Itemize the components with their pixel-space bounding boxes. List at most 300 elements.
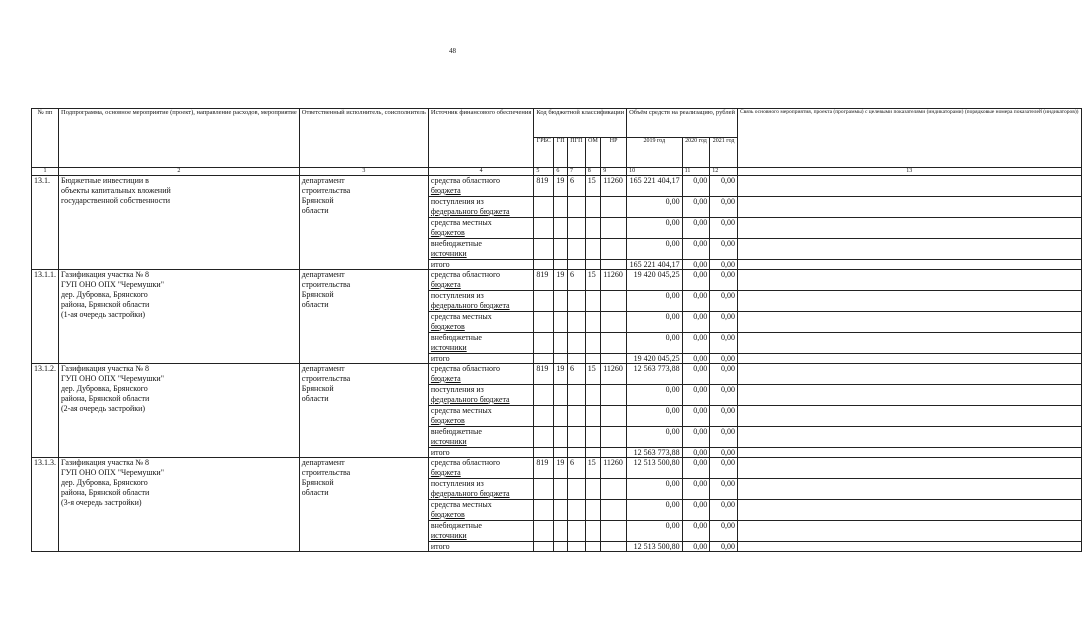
empty-code-cell <box>534 542 554 552</box>
header-year-2021: 2021 год <box>710 138 738 168</box>
empty-code-cell <box>554 542 568 552</box>
link-cell <box>738 333 1081 354</box>
header-num: № пп <box>32 109 59 168</box>
amount-cell: 0,00 <box>682 385 710 406</box>
empty-code-cell <box>601 500 627 521</box>
item-executor-line: области <box>301 206 329 215</box>
amount-cell: 0,00 <box>710 427 738 448</box>
column-number: 11 <box>682 168 710 176</box>
code-cell: 15 <box>585 270 600 291</box>
funding-source-line: внебюджетные <box>430 239 482 248</box>
table-row <box>32 270 1082 291</box>
code-cell: 19 <box>554 270 568 291</box>
empty-code-cell <box>554 385 568 406</box>
empty-code-cell <box>585 479 600 500</box>
empty-code-cell <box>601 354 627 364</box>
funding-source <box>428 239 533 260</box>
funding-source <box>428 385 533 406</box>
empty-code-cell <box>601 385 627 406</box>
empty-code-cell <box>554 448 568 458</box>
amount-cell: 0,00 <box>710 333 738 354</box>
amount-cell: 0,00 <box>710 521 738 542</box>
empty-code-cell <box>567 500 585 521</box>
empty-code-cell <box>567 291 585 312</box>
funding-source <box>428 312 533 333</box>
empty-code-cell <box>601 406 627 427</box>
item-title-line: дер. Дубровка, Брянского <box>61 290 148 299</box>
amount-cell: 0,00 <box>682 479 710 500</box>
funding-source-line: бюджета <box>430 468 461 477</box>
empty-code-cell <box>554 239 568 260</box>
empty-code-cell <box>567 521 585 542</box>
empty-code-cell <box>585 448 600 458</box>
link-cell <box>738 197 1081 218</box>
empty-code-cell <box>534 239 554 260</box>
code-cell: 6 <box>567 458 585 479</box>
amount-cell: 12 513 500,80 <box>627 458 683 479</box>
total-amount: 0,00 <box>682 542 710 552</box>
item-title-line: Газификация участка № 8 <box>61 458 150 467</box>
amount-cell: 0,00 <box>627 427 683 448</box>
link-cell <box>738 448 1081 458</box>
header-code-om: ОМ <box>585 138 600 168</box>
item-executor <box>299 176 428 270</box>
budget-table <box>31 108 1082 552</box>
item-title-line: Газификация участка № 8 <box>61 270 150 279</box>
amount-cell: 0,00 <box>710 197 738 218</box>
funding-source <box>428 291 533 312</box>
empty-code-cell <box>585 542 600 552</box>
column-number: 3 <box>299 168 428 176</box>
item-title-line: государственной собственности <box>61 196 171 205</box>
funding-source-line: источники <box>430 437 467 446</box>
column-number: 4 <box>428 168 533 176</box>
funding-source <box>428 270 533 291</box>
item-executor-line: области <box>301 394 329 403</box>
header-year-2019: 2019 год <box>627 138 683 168</box>
empty-code-cell <box>585 354 600 364</box>
empty-code-cell <box>585 500 600 521</box>
amount-cell: 0,00 <box>627 479 683 500</box>
empty-code-cell <box>601 291 627 312</box>
funding-source-line: внебюджетные <box>430 427 482 436</box>
empty-code-cell <box>534 385 554 406</box>
funding-source <box>428 176 533 197</box>
header-volume-group: Объём средств на реализацию, рублей <box>627 109 738 138</box>
funding-source-line: внебюджетные <box>430 333 482 342</box>
item-title-line: объекты капитальных вложений <box>61 186 171 195</box>
funding-source-line: бюджетов <box>430 416 465 425</box>
item-executor-line: строительства <box>301 468 351 477</box>
amount-cell: 0,00 <box>627 291 683 312</box>
empty-code-cell <box>601 333 627 354</box>
funding-source <box>428 479 533 500</box>
amount-cell: 0,00 <box>710 479 738 500</box>
item-executor <box>299 270 428 364</box>
total-amount: 165 221 404,17 <box>627 260 683 270</box>
funding-source-line: бюджетов <box>430 228 465 237</box>
funding-source-line: средства областного <box>430 364 501 373</box>
amount-cell: 0,00 <box>682 312 710 333</box>
funding-source-line: бюджета <box>430 280 461 289</box>
table-row <box>32 176 1082 197</box>
empty-code-cell <box>585 218 600 239</box>
empty-code-cell <box>585 239 600 260</box>
link-cell <box>738 458 1081 479</box>
code-cell: 15 <box>585 364 600 385</box>
amount-cell: 0,00 <box>682 427 710 448</box>
amount-cell: 0,00 <box>627 521 683 542</box>
item-executor-line: области <box>301 488 329 497</box>
header-code-nr: НР <box>601 138 627 168</box>
total-amount: 0,00 <box>710 354 738 364</box>
empty-code-cell <box>534 260 554 270</box>
empty-code-cell <box>567 312 585 333</box>
empty-code-cell <box>534 333 554 354</box>
item-executor <box>299 458 428 552</box>
link-cell <box>738 521 1081 542</box>
empty-code-cell <box>534 500 554 521</box>
page-number: 48 <box>449 47 456 55</box>
empty-code-cell <box>567 385 585 406</box>
link-cell <box>738 270 1081 291</box>
empty-code-cell <box>567 218 585 239</box>
item-number: 13.1.2. <box>32 364 59 458</box>
column-number: 8 <box>585 168 600 176</box>
amount-cell: 0,00 <box>627 500 683 521</box>
amount-cell: 0,00 <box>682 364 710 385</box>
total-label: итого <box>428 354 533 364</box>
amount-cell: 0,00 <box>710 364 738 385</box>
item-number: 13.1. <box>32 176 59 270</box>
empty-code-cell <box>601 197 627 218</box>
amount-cell: 0,00 <box>682 197 710 218</box>
code-cell: 19 <box>554 458 568 479</box>
funding-source-line: средства областного <box>430 176 501 185</box>
empty-code-cell <box>534 427 554 448</box>
item-executor-line: Брянской <box>301 290 334 299</box>
code-cell: 819 <box>534 176 554 197</box>
empty-code-cell <box>601 542 627 552</box>
empty-code-cell <box>554 427 568 448</box>
empty-code-cell <box>534 197 554 218</box>
item-title-line: ГУП ОНО ОПХ "Черемушки" <box>61 468 164 477</box>
funding-source <box>428 458 533 479</box>
funding-source <box>428 218 533 239</box>
link-cell <box>738 500 1081 521</box>
empty-code-cell <box>554 354 568 364</box>
header-code-gp: ГП <box>554 138 568 168</box>
amount-cell: 0,00 <box>627 385 683 406</box>
funding-source <box>428 364 533 385</box>
amount-cell: 0,00 <box>682 521 710 542</box>
code-cell: 11260 <box>601 270 627 291</box>
empty-code-cell <box>567 239 585 260</box>
amount-cell: 0,00 <box>710 385 738 406</box>
funding-source-line: средства местных <box>430 218 492 227</box>
funding-source-line: поступления из <box>430 479 484 488</box>
item-executor-line: департамент <box>301 270 345 279</box>
item-title-line: (3-я очередь застройки) <box>61 498 142 507</box>
item-title-line: района, Брянской области <box>61 488 150 497</box>
funding-source-line: федерального бюджета <box>430 301 510 310</box>
empty-code-cell <box>567 333 585 354</box>
empty-code-cell <box>534 479 554 500</box>
funding-source <box>428 197 533 218</box>
item-number: 13.1.1. <box>32 270 59 364</box>
item-executor <box>299 364 428 458</box>
header-executor: Ответственный исполнитель, соисполнитель <box>299 109 428 168</box>
funding-source-line: внебюджетные <box>430 521 482 530</box>
total-amount: 12 563 773,88 <box>627 448 683 458</box>
amount-cell: 0,00 <box>682 500 710 521</box>
empty-code-cell <box>585 521 600 542</box>
code-cell: 819 <box>534 270 554 291</box>
empty-code-cell <box>601 239 627 260</box>
empty-code-cell <box>601 427 627 448</box>
code-cell: 19 <box>554 364 568 385</box>
link-cell <box>738 218 1081 239</box>
amount-cell: 0,00 <box>627 239 683 260</box>
item-title-line: дер. Дубровка, Брянского <box>61 384 148 393</box>
link-cell <box>738 239 1081 260</box>
funding-source-line: федерального бюджета <box>430 207 510 216</box>
amount-cell: 12 563 773,88 <box>627 364 683 385</box>
total-amount: 0,00 <box>710 542 738 552</box>
funding-source-line: бюджетов <box>430 322 465 331</box>
amount-cell: 0,00 <box>682 291 710 312</box>
item-title <box>59 364 300 458</box>
link-cell <box>738 406 1081 427</box>
empty-code-cell <box>554 291 568 312</box>
total-label: итого <box>428 448 533 458</box>
link-cell <box>738 291 1081 312</box>
amount-cell: 0,00 <box>682 458 710 479</box>
amount-cell: 0,00 <box>710 312 738 333</box>
amount-cell: 0,00 <box>710 239 738 260</box>
empty-code-cell <box>601 312 627 333</box>
column-number: 6 <box>554 168 568 176</box>
item-executor-line: департамент <box>301 176 345 185</box>
empty-code-cell <box>554 333 568 354</box>
amount-cell: 0,00 <box>627 312 683 333</box>
funding-source-line: бюджета <box>430 186 461 195</box>
link-cell <box>738 385 1081 406</box>
amount-cell: 0,00 <box>682 333 710 354</box>
empty-code-cell <box>567 479 585 500</box>
empty-code-cell <box>585 291 600 312</box>
code-cell: 15 <box>585 458 600 479</box>
empty-code-cell <box>567 427 585 448</box>
column-number: 7 <box>567 168 585 176</box>
empty-code-cell <box>534 312 554 333</box>
amount-cell: 0,00 <box>627 218 683 239</box>
empty-code-cell <box>534 218 554 239</box>
item-executor-line: Брянской <box>301 384 334 393</box>
item-executor-line: строительства <box>301 186 351 195</box>
code-cell: 15 <box>585 176 600 197</box>
empty-code-cell <box>567 448 585 458</box>
item-title-line: ГУП ОНО ОПХ "Черемушки" <box>61 374 164 383</box>
empty-code-cell <box>554 521 568 542</box>
empty-code-cell <box>585 406 600 427</box>
link-cell <box>738 427 1081 448</box>
code-cell: 11260 <box>601 458 627 479</box>
funding-source-line: федерального бюджета <box>430 489 510 498</box>
funding-source-line: поступления из <box>430 197 484 206</box>
funding-source-line: бюджета <box>430 374 461 383</box>
amount-cell: 0,00 <box>710 458 738 479</box>
funding-source <box>428 427 533 448</box>
funding-source-line: источники <box>430 249 467 258</box>
link-cell <box>738 312 1081 333</box>
link-cell <box>738 260 1081 270</box>
amount-cell: 0,00 <box>710 176 738 197</box>
empty-code-cell <box>534 448 554 458</box>
amount-cell: 0,00 <box>682 218 710 239</box>
item-title <box>59 176 300 270</box>
empty-code-cell <box>567 260 585 270</box>
funding-source-line: бюджетов <box>430 510 465 519</box>
column-number: 1 <box>32 168 59 176</box>
item-executor-line: строительства <box>301 374 351 383</box>
code-cell: 11260 <box>601 364 627 385</box>
funding-source-line: источники <box>430 531 467 540</box>
empty-code-cell <box>534 291 554 312</box>
header-source: Источник финансового обеспечения <box>428 109 533 168</box>
empty-code-cell <box>567 354 585 364</box>
table-row <box>32 458 1082 479</box>
empty-code-cell <box>567 406 585 427</box>
item-executor-line: департамент <box>301 458 345 467</box>
header-code-grbs: ГРБС <box>534 138 554 168</box>
empty-code-cell <box>554 500 568 521</box>
code-cell: 11260 <box>601 176 627 197</box>
item-title-line: Газификация участка № 8 <box>61 364 150 373</box>
funding-source-line: федерального бюджета <box>430 395 510 404</box>
amount-cell: 0,00 <box>682 270 710 291</box>
total-amount: 0,00 <box>682 354 710 364</box>
total-amount: 12 513 500,80 <box>627 542 683 552</box>
item-title-line: Бюджетные инвестиции в <box>61 176 149 185</box>
item-number: 13.1.3. <box>32 458 59 552</box>
funding-source-line: средства областного <box>430 270 501 279</box>
item-title-line: дер. Дубровка, Брянского <box>61 478 148 487</box>
empty-code-cell <box>554 197 568 218</box>
item-executor-line: строительства <box>301 280 351 289</box>
amount-cell: 0,00 <box>710 500 738 521</box>
total-amount: 0,00 <box>710 448 738 458</box>
column-number-row <box>32 168 1082 176</box>
column-number: 12 <box>710 168 738 176</box>
empty-code-cell <box>534 521 554 542</box>
header-year-2020: 2020 год <box>682 138 710 168</box>
funding-source <box>428 521 533 542</box>
table-row <box>32 364 1082 385</box>
link-cell <box>738 364 1081 385</box>
item-title-line: ГУП ОНО ОПХ "Черемушки" <box>61 280 164 289</box>
amount-cell: 0,00 <box>627 406 683 427</box>
item-title <box>59 270 300 364</box>
header-code-pgp: ПГП <box>567 138 585 168</box>
item-title-line: (2-ая очередь застройки) <box>61 404 146 413</box>
empty-code-cell <box>554 479 568 500</box>
empty-code-cell <box>585 333 600 354</box>
total-amount: 19 420 045,25 <box>627 354 683 364</box>
empty-code-cell <box>554 260 568 270</box>
code-cell: 819 <box>534 458 554 479</box>
empty-code-cell <box>601 448 627 458</box>
empty-code-cell <box>534 406 554 427</box>
empty-code-cell <box>567 197 585 218</box>
empty-code-cell <box>554 312 568 333</box>
empty-code-cell <box>534 354 554 364</box>
code-cell: 19 <box>554 176 568 197</box>
funding-source <box>428 500 533 521</box>
funding-source-line: поступления из <box>430 291 484 300</box>
header-link: Связь основного мероприятия, проекта (программы) с целевыми показателями (индикаторами) (порядковые номера показателей (индикаторов)) <box>738 109 1081 168</box>
code-cell: 6 <box>567 176 585 197</box>
item-title <box>59 458 300 552</box>
empty-code-cell <box>601 521 627 542</box>
item-title-line: (1-ая очередь застройки) <box>61 310 146 319</box>
empty-code-cell <box>585 427 600 448</box>
funding-source-line: источники <box>430 343 467 352</box>
funding-source-line: поступления из <box>430 385 484 394</box>
total-amount: 0,00 <box>682 448 710 458</box>
item-executor-line: Брянской <box>301 478 334 487</box>
amount-cell: 0,00 <box>710 218 738 239</box>
link-cell <box>738 542 1081 552</box>
item-title-line: района, Брянской области <box>61 394 150 403</box>
amount-cell: 0,00 <box>627 333 683 354</box>
empty-code-cell <box>585 197 600 218</box>
amount-cell: 0,00 <box>710 406 738 427</box>
amount-cell: 0,00 <box>682 176 710 197</box>
amount-cell: 0,00 <box>682 239 710 260</box>
column-number: 10 <box>627 168 683 176</box>
amount-cell: 0,00 <box>710 270 738 291</box>
amount-cell: 0,00 <box>710 291 738 312</box>
empty-code-cell <box>585 312 600 333</box>
column-number: 9 <box>601 168 627 176</box>
link-cell <box>738 479 1081 500</box>
amount-cell: 19 420 045,25 <box>627 270 683 291</box>
total-amount: 0,00 <box>682 260 710 270</box>
empty-code-cell <box>567 542 585 552</box>
amount-cell: 165 221 404,17 <box>627 176 683 197</box>
total-amount: 0,00 <box>710 260 738 270</box>
funding-source-line: средства местных <box>430 406 492 415</box>
header-code-group: Код бюджетной классификации <box>534 109 627 138</box>
link-cell <box>738 176 1081 197</box>
column-number: 5 <box>534 168 554 176</box>
item-title-line: района, Брянской области <box>61 300 150 309</box>
empty-code-cell <box>554 406 568 427</box>
empty-code-cell <box>601 260 627 270</box>
total-label: итого <box>428 260 533 270</box>
empty-code-cell <box>585 260 600 270</box>
total-label: итого <box>428 542 533 552</box>
funding-source-line: средства местных <box>430 312 492 321</box>
amount-cell: 0,00 <box>627 197 683 218</box>
funding-source-line: средства местных <box>430 500 492 509</box>
header-program: Подпрограмма, основное мероприятие (проект), направление расходов, мероприятие <box>59 109 300 168</box>
funding-source-line: средства областного <box>430 458 501 467</box>
item-executor-line: Брянской <box>301 196 334 205</box>
funding-source <box>428 406 533 427</box>
item-executor-line: департамент <box>301 364 345 373</box>
